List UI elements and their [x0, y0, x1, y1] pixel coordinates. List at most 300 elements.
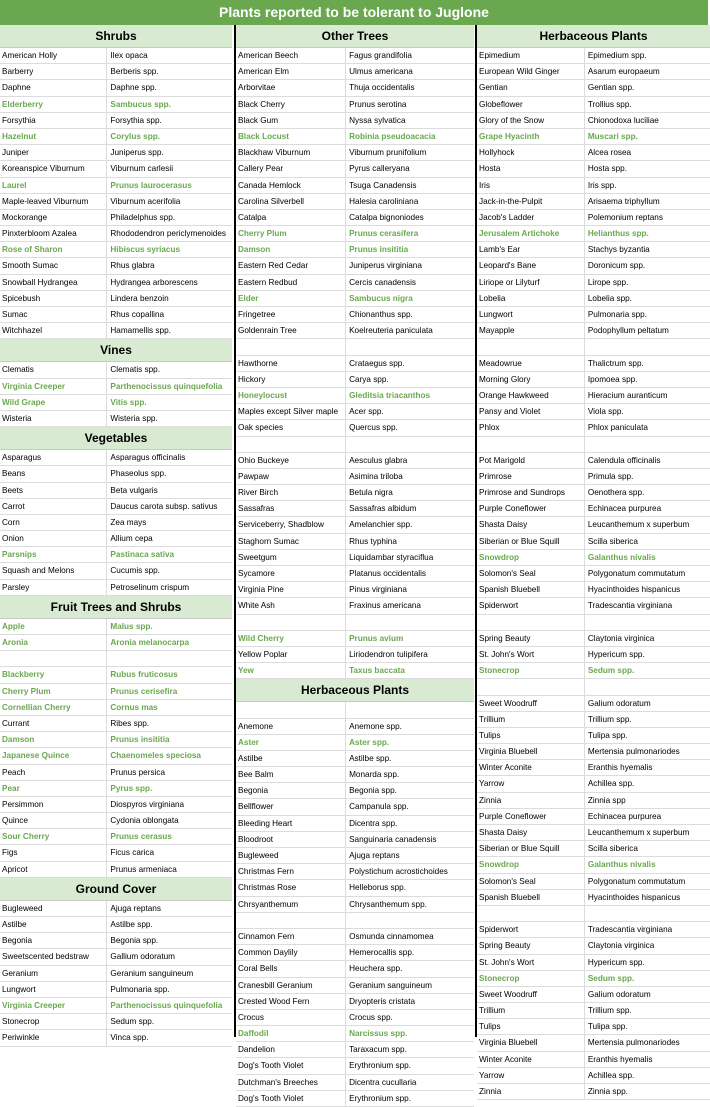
common-name: Astilbe	[2, 920, 27, 929]
latin-name: Monarda spp.	[345, 767, 474, 782]
table-row	[477, 712, 710, 728]
table-row	[0, 275, 232, 291]
latin-name: Chaenomeles speciosa	[106, 748, 232, 763]
latin-name: Petroselinum crispum	[106, 580, 232, 595]
latin-name: Zinnia spp.	[584, 1084, 710, 1099]
latin-name: Vitis spp.	[106, 395, 232, 410]
table-row	[477, 955, 710, 971]
table-row	[0, 210, 232, 226]
table-row	[477, 48, 710, 64]
common-name: Purple Coneflower	[479, 504, 547, 514]
table-row	[0, 700, 232, 716]
table-row	[477, 404, 710, 420]
common-name: Stonecrop	[2, 1017, 40, 1027]
table-row	[0, 362, 232, 378]
common-name: Japanese Quince	[2, 751, 70, 761]
latin-name: Ficus carica	[106, 845, 232, 860]
latin-name: Arisaema triphyllum	[584, 194, 710, 209]
common-name: Spanish Bluebell	[479, 892, 540, 902]
table-row	[477, 615, 710, 631]
common-name: Stonecrop	[479, 666, 520, 676]
latin-name: Phlox paniculata	[584, 420, 710, 435]
table-row	[477, 323, 710, 339]
table-row	[477, 453, 710, 469]
common-name: Currant	[2, 718, 30, 728]
latin-name: Galium odoratum	[584, 987, 710, 1002]
table-row	[0, 515, 232, 531]
table-row	[0, 161, 232, 177]
table-row	[0, 547, 232, 563]
common-name: Lungwort	[2, 984, 36, 994]
table-row	[236, 702, 474, 718]
latin-name: Acer spp.	[345, 404, 474, 419]
common-name	[236, 913, 345, 928]
table-row	[477, 1035, 710, 1051]
common-name: Shasta Daisy	[479, 520, 528, 530]
common-name: Orange Hawkweed	[479, 390, 549, 400]
latin-name: Prunus laurocerasus	[106, 178, 232, 193]
table-row	[477, 938, 710, 954]
common-name: American Elm	[238, 67, 289, 77]
table-row	[236, 897, 474, 913]
common-name	[477, 437, 584, 452]
page-title: Plants reported to be tolerant to Juglone	[0, 0, 708, 25]
common-name: Parsnips	[2, 550, 37, 560]
common-name: Serviceberry, Shadblow	[238, 520, 324, 530]
latin-name: Cercis canadensis	[345, 275, 474, 290]
table-row	[0, 813, 232, 829]
table-row	[236, 647, 474, 663]
common-name: Zinnia	[479, 1087, 502, 1096]
common-name: Fringetree	[238, 310, 276, 319]
latin-name: Aronia melanocarpa	[106, 635, 232, 650]
table-row	[477, 145, 710, 161]
latin-name: Amelanchier spp.	[345, 517, 474, 532]
table-row	[477, 291, 710, 307]
common-name: Jacob's Ladder	[479, 212, 535, 222]
latin-name: Claytonia virginica	[584, 938, 710, 953]
common-name: Solomon's Seal	[479, 876, 536, 886]
common-name: Yellow Poplar	[238, 649, 288, 659]
table-row	[236, 832, 474, 848]
common-name: Daffodil	[238, 1029, 269, 1039]
latin-name: Liriodendron tulipifera	[345, 647, 474, 662]
table-row	[477, 420, 710, 436]
latin-name: Asimina triloba	[345, 469, 474, 484]
table-row	[0, 862, 232, 878]
table-row	[477, 113, 710, 129]
latin-name: Zinnia spp	[584, 793, 710, 808]
common-name: Honeylocust	[238, 390, 288, 400]
table-row	[236, 534, 474, 550]
common-name: Snowdrop	[479, 860, 520, 870]
common-name: Corn	[2, 517, 20, 527]
table-row	[236, 48, 474, 64]
latin-name: Prunus cerasifera	[345, 226, 474, 241]
latin-name: Hyacinthoides hispanicus	[584, 582, 710, 597]
section-heading: Other Trees	[236, 25, 474, 48]
common-name: Hollyhock	[479, 148, 515, 158]
latin-name: Viburnum prunifolium	[345, 145, 474, 160]
common-name: Spring Beauty	[479, 633, 531, 643]
table-row	[477, 178, 710, 194]
latin-name: Daphne spp.	[106, 80, 232, 95]
common-name: Virginia Pine	[238, 585, 284, 595]
common-name	[0, 651, 106, 666]
common-name: Sour Cherry	[2, 832, 50, 842]
common-name: Goldenrain Tree	[238, 326, 297, 336]
table-row	[477, 728, 710, 744]
common-name: Bee Balm	[238, 770, 274, 780]
common-name: Ohio Buckeye	[238, 455, 289, 465]
table-row	[236, 113, 474, 129]
table-row	[0, 765, 232, 781]
table-row	[236, 598, 474, 614]
latin-name: Diospyros virginiana	[106, 797, 232, 812]
table-row	[0, 998, 232, 1014]
common-name: Sweet Woodruff	[479, 698, 537, 708]
table-row	[236, 1058, 474, 1074]
common-name: Barberry	[2, 67, 34, 77]
section-heading: Herbaceous Plants	[477, 25, 710, 48]
common-name: Primrose and Sundrops	[479, 488, 566, 498]
table-row	[0, 48, 232, 64]
latin-name: Hibiscus syriacus	[106, 242, 232, 257]
latin-name: Parthenocissus quinquefolia	[106, 998, 232, 1013]
table-row	[0, 80, 232, 96]
table-row	[477, 550, 710, 566]
latin-name: Mertensia pulmonariodes	[584, 744, 710, 759]
table-row	[477, 857, 710, 873]
common-name: Glory of the Snow	[479, 115, 545, 125]
table-row	[236, 291, 474, 307]
common-name	[236, 615, 345, 630]
latin-name: Koelreuteria paniculata	[345, 323, 474, 338]
table-row	[477, 1084, 710, 1100]
common-name: Leopard's Bane	[479, 261, 537, 271]
latin-name: Catalpa bignoniodes	[345, 210, 474, 225]
table-row	[236, 80, 474, 96]
common-name: Jerusalem Artichoke	[479, 229, 560, 239]
table-row	[477, 922, 710, 938]
common-name: Witchhazel	[2, 326, 43, 336]
table-row	[236, 1026, 474, 1042]
common-name: Lungwort	[479, 310, 513, 319]
table-row	[236, 437, 474, 453]
latin-name: Hypericum spp.	[584, 647, 710, 662]
section-heading: Herbaceous Plants	[236, 679, 474, 702]
table-row	[236, 210, 474, 226]
table-row	[0, 933, 232, 949]
latin-name: Cucumis spp.	[106, 563, 232, 578]
table-row	[477, 129, 710, 145]
table-row	[236, 453, 474, 469]
latin-name: Halesia caroliniana	[345, 194, 474, 209]
table-row	[477, 744, 710, 760]
common-name: Gentian	[479, 83, 508, 93]
latin-name: Hyacinthoides hispanicus	[584, 890, 710, 905]
common-name: Spicebush	[2, 293, 41, 303]
table-row	[477, 971, 710, 987]
common-name: Purple Coneflower	[479, 811, 547, 821]
table-row	[0, 323, 232, 339]
common-name: Winter Aconite	[479, 763, 532, 773]
common-name: Cornellian Cherry	[2, 702, 71, 712]
common-name: Stonecrop	[479, 973, 520, 983]
table-row	[477, 841, 710, 857]
latin-name: Scilla siberica	[584, 841, 710, 856]
table-row	[477, 582, 710, 598]
table-row	[0, 242, 232, 258]
latin-name: Astilbe spp.	[106, 917, 232, 932]
latin-name: Claytonia virginica	[584, 631, 710, 646]
table-row	[236, 663, 474, 679]
table-row	[236, 372, 474, 388]
common-name: Carrot	[2, 501, 25, 511]
latin-name: Achillea spp.	[584, 776, 710, 791]
column-right	[475, 25, 710, 1096]
latin-name: Prunus cerasus	[106, 829, 232, 844]
latin-name: Rhus typhina	[345, 534, 474, 549]
common-name: European Wild Ginger	[479, 67, 560, 77]
common-name: Arborvitae	[238, 83, 276, 93]
table-row	[477, 1068, 710, 1084]
common-name: Mayapple	[479, 326, 515, 336]
table-row	[236, 129, 474, 145]
common-name: Koreanspice Viburnum	[2, 164, 85, 174]
latin-name: Zea mays	[106, 515, 232, 530]
latin-name: Galanthus nivalis	[584, 550, 710, 565]
latin-name: Achillea spp.	[584, 1068, 710, 1083]
latin-name: Ajuga reptans	[345, 848, 474, 863]
common-name: Tulips	[479, 730, 501, 740]
common-name: Cherry Plum	[238, 229, 287, 239]
table-row	[0, 966, 232, 982]
latin-name: Aster spp.	[345, 735, 474, 750]
common-name: Canada Hemlock	[238, 180, 301, 190]
latin-name: Hieracium auranticum	[584, 388, 710, 403]
table-row	[477, 64, 710, 80]
latin-name: Juniperus spp.	[106, 145, 232, 160]
common-name: Carolina Silverbell	[238, 196, 304, 206]
table-row	[0, 635, 232, 651]
latin-name: Campanula spp.	[345, 799, 474, 814]
table-row	[236, 631, 474, 647]
latin-name: Begonia spp.	[106, 933, 232, 948]
common-name: Solomon's Seal	[479, 569, 536, 578]
common-name	[236, 339, 345, 354]
table-row	[0, 395, 232, 411]
common-name: Smooth Sumac	[2, 261, 58, 271]
latin-name	[345, 437, 474, 452]
latin-name: Rhus copallina	[106, 307, 232, 322]
latin-name: Cydonia oblongata	[106, 813, 232, 828]
common-name: Crocus	[238, 1012, 264, 1022]
table-row	[477, 1003, 710, 1019]
common-name	[477, 679, 584, 694]
latin-name: Tradescantia virginiana	[584, 922, 710, 937]
table-row	[0, 684, 232, 700]
latin-name: Philadelphus spp.	[106, 210, 232, 225]
latin-name: Rhododendron periclymenoides	[106, 226, 232, 241]
table-row	[0, 97, 232, 113]
common-name: St. John's Wort	[479, 649, 535, 659]
common-name: Dutchman's Breeches	[238, 1077, 318, 1087]
common-name: Rose of Sharon	[2, 245, 63, 255]
common-name: Forsythia	[2, 115, 36, 125]
table-row	[477, 242, 710, 258]
common-name: Iris	[479, 180, 490, 190]
common-name: Black Cherry	[238, 99, 285, 109]
common-name: Peach	[2, 767, 26, 777]
table-row	[0, 901, 232, 917]
common-name: Periwinkle	[2, 1033, 40, 1043]
common-name: Anemone	[238, 721, 274, 731]
latin-name: Rubus fruticosus	[106, 667, 232, 682]
latin-name: Liquidambar styraciflua	[345, 550, 474, 565]
common-name: Liriope or Lilyturf	[479, 277, 540, 287]
latin-name: Allium cepa	[106, 531, 232, 546]
latin-name: Lobelia spp.	[584, 291, 710, 306]
common-name: Trillium	[479, 714, 506, 724]
common-name: Phlox	[479, 423, 500, 433]
table-row	[236, 751, 474, 767]
common-name: Eastern Redbud	[238, 277, 298, 287]
latin-name: Prunus insititia	[345, 242, 474, 257]
latin-name: Mertensia pulmonariodes	[584, 1035, 710, 1050]
latin-name: Prunus serotina	[345, 97, 474, 112]
latin-name: Stachys byzantia	[584, 242, 710, 257]
common-name: Cinnamon Fern	[238, 931, 295, 941]
common-name: Sycamore	[238, 569, 275, 578]
common-name: Common Daylily	[238, 948, 298, 958]
latin-name: Gentian spp.	[584, 80, 710, 95]
common-name: Callery Pear	[238, 164, 284, 174]
table-row	[0, 781, 232, 797]
latin-name	[584, 339, 710, 354]
latin-name: Eranthis hyemalis	[584, 1052, 710, 1067]
table-row	[236, 1042, 474, 1058]
common-name	[236, 702, 345, 717]
table-row	[477, 517, 710, 533]
table-row	[0, 651, 232, 667]
common-name: Blackhaw Viburnum	[238, 148, 311, 158]
common-name: Blackberry	[2, 670, 45, 680]
common-name: Quince	[2, 816, 28, 826]
latin-name: Sedum spp.	[584, 663, 710, 678]
latin-name	[345, 913, 474, 928]
common-name: Siberian or Blue Squill	[479, 536, 560, 546]
common-name: Persimmon	[2, 799, 44, 809]
table-row	[0, 797, 232, 813]
latin-name: Polemonium reptans	[584, 210, 710, 225]
table-row	[477, 372, 710, 388]
common-name: Yarrow	[479, 779, 505, 789]
common-name: Juniper	[2, 148, 29, 158]
latin-name: Taraxacum spp.	[345, 1042, 474, 1057]
latin-name: Osmunda cinnamomea	[345, 929, 474, 944]
latin-name: Berberis spp.	[106, 64, 232, 79]
latin-name: Pastinaca sativa	[106, 547, 232, 562]
common-name: Begonia	[238, 786, 269, 796]
common-name: Wild Cherry	[238, 633, 284, 643]
table-row	[477, 275, 710, 291]
table-row	[236, 469, 474, 485]
common-name: American Holly	[2, 51, 58, 60]
latin-name: Pyrus calleryana	[345, 161, 474, 176]
table-row	[236, 258, 474, 274]
latin-name: Hosta spp.	[584, 161, 710, 176]
common-name	[477, 615, 584, 630]
table-row	[236, 275, 474, 291]
common-name: Snowball Hydrangea	[2, 277, 78, 287]
common-name: Staghorn Sumac	[238, 536, 299, 546]
latin-name: Polygonatum commutatum	[584, 874, 710, 889]
common-name: Winter Aconite	[479, 1054, 532, 1064]
table-row	[0, 258, 232, 274]
common-name: Jack-in-the-Pulpit	[479, 196, 543, 206]
common-name: Black Locust	[238, 131, 289, 141]
latin-name: Thuja occidentalis	[345, 80, 474, 95]
latin-name	[345, 339, 474, 354]
table-row	[477, 566, 710, 582]
latin-name: Prunus insititia	[106, 732, 232, 747]
column-left	[0, 25, 232, 1043]
table-row	[236, 242, 474, 258]
table-row	[0, 563, 232, 579]
common-name: Pear	[2, 783, 20, 793]
table-row	[236, 178, 474, 194]
common-name: Chrsyanthemum	[238, 899, 299, 909]
common-name: Maples except Silver maple	[238, 407, 339, 417]
common-name: Morning Glory	[479, 374, 531, 384]
latin-name: Tsuga Canadensis	[345, 178, 474, 193]
latin-name: Corylus spp.	[106, 129, 232, 144]
table-row	[477, 210, 710, 226]
common-name: Clematis	[2, 365, 34, 375]
common-name: Laurel	[2, 180, 27, 190]
table-row	[477, 1052, 710, 1068]
common-name: Cherry Plum	[2, 686, 51, 696]
common-name: Hosta	[479, 164, 501, 174]
table-row	[0, 178, 232, 194]
common-name: Pinxterbloom Azalea	[2, 229, 77, 239]
common-name: Virginia Creeper	[2, 1000, 66, 1010]
latin-name: Helleborus spp.	[345, 880, 474, 895]
common-name: Spiderwort	[479, 601, 519, 611]
latin-name: Asarum europaeum	[584, 64, 710, 79]
common-name: Grape Hyacinth	[479, 131, 540, 141]
common-name: Beets	[2, 485, 23, 495]
common-name: Spring Beauty	[479, 941, 531, 951]
latin-name: Gleditsia triacanthos	[345, 388, 474, 403]
latin-name: Echinacea purpurea	[584, 809, 710, 824]
latin-name: Malus spp.	[106, 619, 232, 634]
common-name: Apricot	[2, 864, 28, 874]
latin-name: Sedum spp.	[584, 971, 710, 986]
latin-name: Vinca spp.	[106, 1030, 232, 1045]
common-name: Cranesbill Geranium	[238, 980, 313, 990]
common-name: Yarrow	[479, 1070, 505, 1080]
latin-name: Asparagus officinalis	[106, 450, 232, 465]
section-heading: Fruit Trees and Shrubs	[0, 596, 232, 619]
table-row	[236, 848, 474, 864]
latin-name: Erythronium spp.	[345, 1058, 474, 1073]
latin-name: Tulipa spp.	[584, 728, 710, 743]
latin-name: Heuchera spp.	[345, 961, 474, 976]
latin-name: Eranthis hyemalis	[584, 760, 710, 775]
table-row	[236, 226, 474, 242]
